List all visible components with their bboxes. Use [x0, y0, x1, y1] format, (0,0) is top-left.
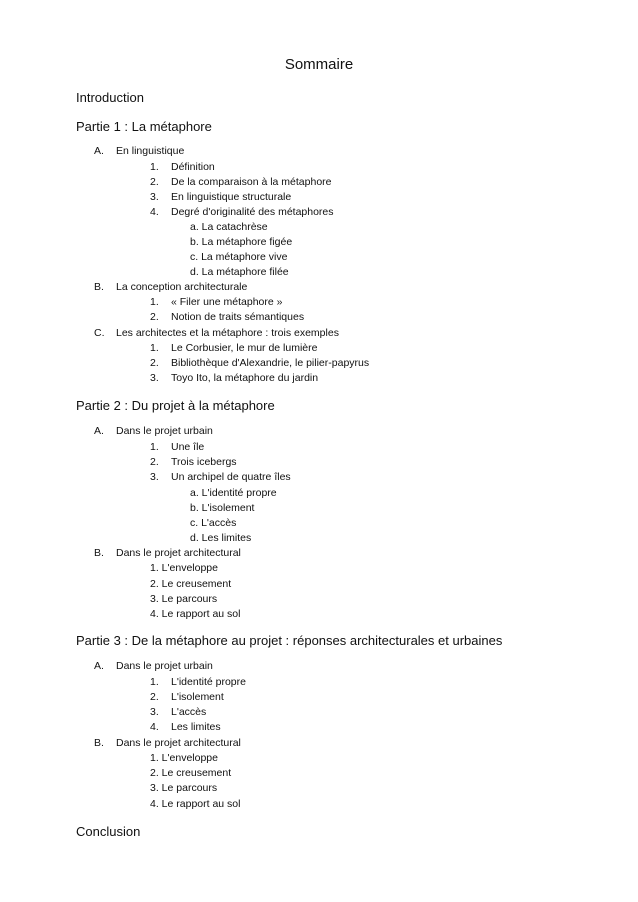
toc-subitem: d. La métaphore filée	[190, 266, 289, 278]
toc-section-marker: A.	[94, 145, 104, 157]
toc-section-label: Dans le projet urbain	[116, 425, 213, 437]
toc-conclusion: Conclusion	[76, 824, 141, 839]
toc-item: 2. Le creusement	[150, 767, 232, 779]
toc-item-marker: 2.	[150, 311, 159, 323]
toc-item-label: Les limites	[171, 721, 221, 733]
toc-item: 2. Le creusement	[150, 578, 232, 590]
toc-section-marker: B.	[94, 547, 104, 559]
toc-item-marker: 4.	[150, 206, 159, 218]
toc-item-label: « Filer une métaphore »	[171, 296, 283, 308]
toc-item: 3. Le parcours	[150, 782, 218, 794]
toc-item-marker: 1.	[150, 441, 159, 453]
toc-item-marker: 3.	[150, 191, 159, 203]
toc-item-label: Trois icebergs	[171, 456, 237, 468]
toc-section-label: La conception architecturale	[116, 281, 248, 293]
toc-section-label: Dans le projet architectural	[116, 737, 241, 749]
toc-section-label: En linguistique	[116, 145, 185, 157]
toc-subitem: d. Les limites	[190, 532, 252, 544]
toc-section-marker: A.	[94, 425, 104, 437]
toc-part-3: Partie 3 : De la métaphore au projet : réponses architecturales et urbaines	[76, 633, 503, 648]
toc-part-1: Partie 1 : La métaphore	[76, 119, 212, 134]
toc-item-marker: 1.	[150, 342, 159, 354]
toc-item-marker: 4.	[150, 721, 159, 733]
toc-item: 4. Le rapport au sol	[150, 608, 241, 620]
toc-item-label: Un archipel de quatre îles	[171, 471, 291, 483]
toc-introduction: Introduction	[76, 90, 144, 105]
toc-item-label: L'isolement	[171, 691, 224, 703]
toc-item: 4. Le rapport au sol	[150, 798, 241, 810]
toc-item-marker: 3.	[150, 706, 159, 718]
toc-item-marker: 1.	[150, 296, 159, 308]
toc-item-label: De la comparaison à la métaphore	[171, 176, 332, 188]
toc-item-marker: 3.	[150, 372, 159, 384]
toc-section-marker: C.	[94, 327, 105, 339]
toc-item-marker: 2.	[150, 691, 159, 703]
page-title: Sommaire	[284, 56, 354, 73]
toc-item-marker: 1.	[150, 161, 159, 173]
toc-subitem: a. L'identité propre	[190, 487, 277, 499]
toc-item-label: Degré d'originalité des métaphores	[171, 206, 334, 218]
toc-item: 1. L'enveloppe	[150, 752, 218, 764]
toc-item-label: Le Corbusier, le mur de lumière	[171, 342, 318, 354]
toc-subitem: c. L'accès	[190, 517, 237, 529]
toc-part-2: Partie 2 : Du projet à la métaphore	[76, 398, 275, 413]
toc-item-marker: 1.	[150, 676, 159, 688]
toc-item-marker: 2.	[150, 176, 159, 188]
toc-item: 3. Le parcours	[150, 593, 218, 605]
toc-section-marker: B.	[94, 281, 104, 293]
toc-subitem: a. La catachrèse	[190, 221, 268, 233]
toc-subitem: b. La métaphore figée	[190, 236, 293, 248]
toc-item-label: L'accès	[171, 706, 207, 718]
toc-item-label: Bibliothèque d'Alexandrie, le pilier-papyrus	[171, 357, 370, 369]
toc-section-label: Les architectes et la métaphore : trois exemples	[116, 327, 339, 339]
toc-item-label: Toyo Ito, la métaphore du jardin	[171, 372, 319, 384]
toc-subitem: c. La métaphore vive	[190, 251, 288, 263]
toc-item: 1. L'enveloppe	[150, 562, 218, 574]
toc-section-label: Dans le projet architectural	[116, 547, 241, 559]
toc-item-label: Définition	[171, 161, 215, 173]
toc-subitem: b. L'isolement	[190, 502, 255, 514]
toc-item-label: L'identité propre	[171, 676, 246, 688]
toc-item-marker: 3.	[150, 471, 159, 483]
toc-section-marker: B.	[94, 737, 104, 749]
toc-item-label: En linguistique structurale	[171, 191, 292, 203]
toc-section-label: Dans le projet urbain	[116, 660, 213, 672]
toc-item-label: Notion de traits sémantiques	[171, 311, 305, 323]
toc-section-marker: A.	[94, 660, 104, 672]
toc-item-marker: 2.	[150, 456, 159, 468]
toc-item-label: Une île	[171, 441, 205, 453]
toc-item-marker: 2.	[150, 357, 159, 369]
